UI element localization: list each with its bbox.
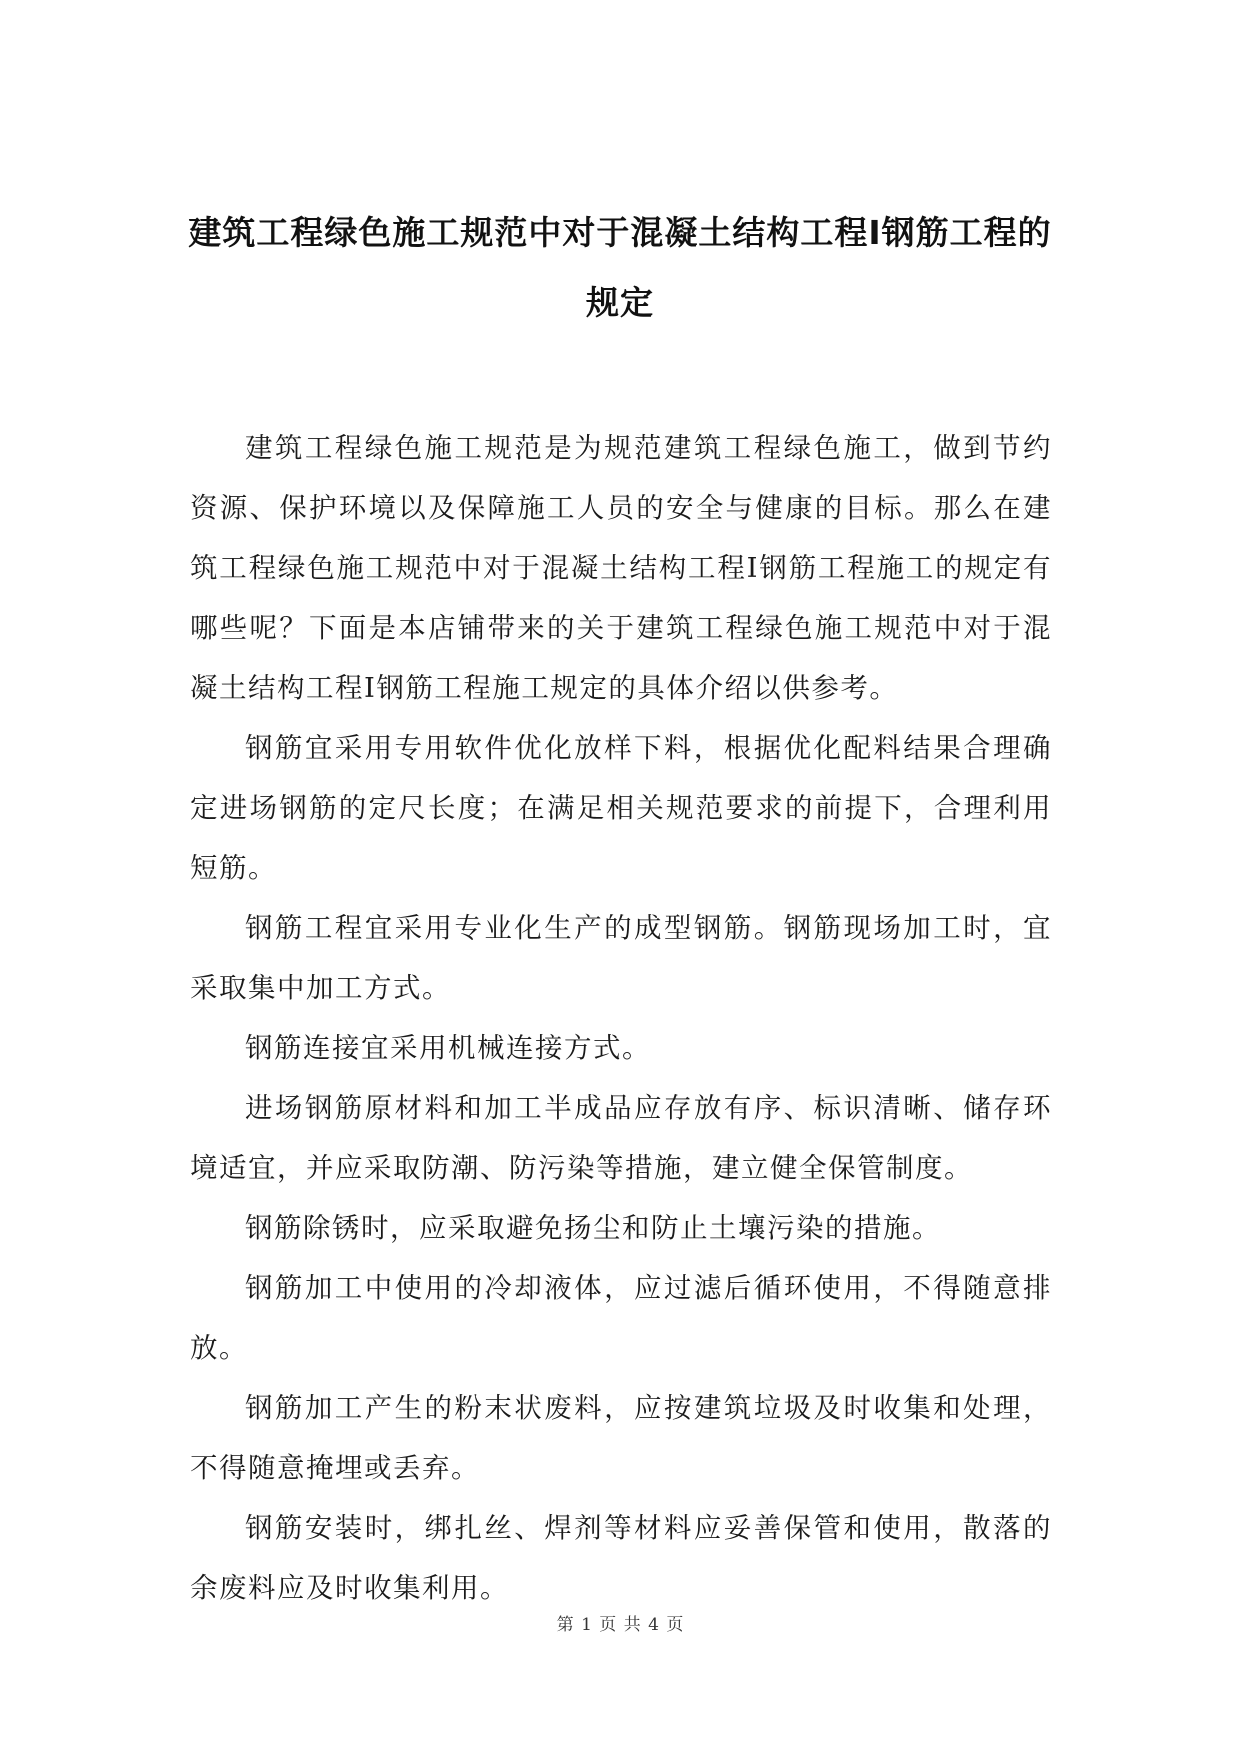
paragraph-mechanical-connection: 钢筋连接宜采用机械连接方式。 xyxy=(245,1032,651,1064)
paragraph-rebar-cutting: 钢筋宜采用专用软件优化放样下料，根据优化配料结果合理确定进场钢筋的定尺长度；在满足相关规范要求的前提下，合理利用短筋。 xyxy=(190,732,1052,884)
document-title: 建筑工程绿色施工规范中对于混凝土结构工程Ⅰ钢筋工程的规定 xyxy=(188,213,1052,322)
page-number-footer: 第 1 页 共 4 页 xyxy=(556,1615,685,1635)
paragraph-coolant: 钢筋加工中使用的冷却液体，应过滤后循环使用，不得随意排放。 xyxy=(190,1272,1052,1364)
paragraph-rust-removal: 钢筋除锈时，应采取避免扬尘和防止土壤污染的措施。 xyxy=(245,1212,941,1244)
paragraph-powder-waste: 钢筋加工产生的粉末状废料，应按建筑垃圾及时收集和处理，不得随意掩埋或丢弃。 xyxy=(190,1392,1052,1484)
paragraph-material-storage: 进场钢筋原材料和加工半成品应存放有序、标识清晰、储存环境适宜，并应采取防潮、防污染等措施，建立健全保管制度。 xyxy=(190,1092,1052,1184)
document-body xyxy=(190,418,1052,1618)
paragraph-installation: 钢筋安装时，绑扎丝、焊剂等材料应妥善保管和使用，散落的余废料应及时收集利用。 xyxy=(190,1512,1052,1604)
paragraph-prefab-rebar: 钢筋工程宜采用专业化生产的成型钢筋。钢筋现场加工时，宜采取集中加工方式。 xyxy=(190,912,1052,1004)
paragraph-intro: 建筑工程绿色施工规范是为规范建筑工程绿色施工，做到节约资源、保护环境以及保障施工人员的安全与健康的目标。那么在建筑工程绿色施工规范中对于混凝土结构工程Ⅰ钢筋工程施工的规定有哪些呢？下面是本店铺带来的关于建筑工程绿色施工规范中对于混凝土结构工程Ⅰ钢筋工程施工规定的具体介绍以供参考。 xyxy=(190,432,1052,704)
